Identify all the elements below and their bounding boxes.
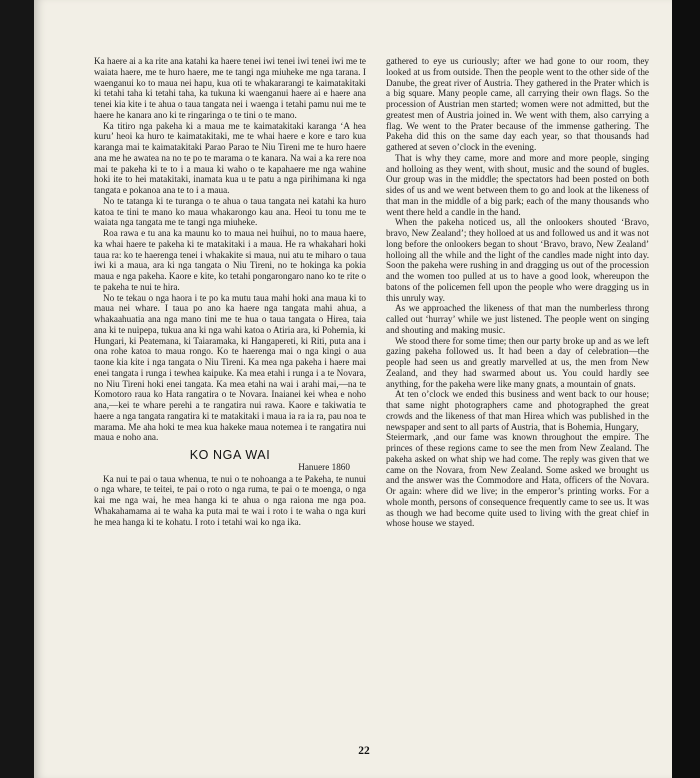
english-paragraph: gathered to eye us curiously; after we had gone to our room, they looked at us from outside. Then the people went to the other side of the Danube, the great river of Austria. They gathered in the Prater which is a big square. Many people came, all carrying their own flags. So the procession of Austrian men started; women were not admitted, but the greatest men of Austria joined in. We went with them, also carrying a flag. We went to the Prater because of the immense gathering. The Pakeha did this on the same day each year, so that thousands had gathered at seven o’clock in the evening.	[386, 56, 649, 152]
scan-border-right	[672, 0, 700, 778]
maori-text-column	[94, 56, 366, 527]
english-paragraph: As we approached the likeness of that man the numberless throng called out ‘hurray’ while we just listened. The people went on singing and shouting and making music.	[386, 303, 649, 335]
english-paragraph: That is why they came, more and more and more people, singing and holloing as they went, with shout, music and the sound of bugles. Our group was in the middle; the spectators had been posted on both sides of us and we went between them to go and look at the likeness of that man in the middle of a big park; each of the many thousands who went there held a candle in the hand.	[386, 152, 649, 217]
book-page	[34, 0, 672, 778]
page-number: 22	[358, 745, 370, 757]
maori-paragraph: No te tatanga ki te turanga o te ahua o taua tangata nei katahi ka huro katoa te tini te mano ko maua whakarongo kau ana. Heoi tu tonu me te waiata nga tangata me te tangi nga miuheke.	[94, 195, 366, 228]
english-paragraph: When the pakeha noticed us, all the onlookers shouted ‘Bravo, bravo, New Zealand’; they holloed at us and followed us and it was not long before the onlookers began to shout ‘Bravo, bravo, New Zealand’ holloing all the while and the light of the candles made night into day. Soon the pakeha were rushing in and dragging us out of the procession and the women too pulled at us to have a good look, whereupon the batons of the policemen fell upon the people who were dragging us in this unruly way.	[386, 217, 649, 303]
maori-paragraph: Roa rawa e tu ana ka maunu ko to maua nei huihui, no to maua haere, ka whai haere te pakeha ki te matakitaki i a maua. He ra whakahari hoki taua ra: ko te haerenga tenei i whakakite si maua, nui atu te miharo o taua iwi ki a maua, ara ki nga tangata o Niu Tireni, no te hokinga ka pokia maua e nga pakeha. Kaore e kite, ko tetahi pongarongaro nano ko te rite o te pakeha te nui te hira.	[94, 228, 366, 292]
dateline: Hanuere 1860	[298, 461, 350, 472]
maori-paragraph: Ka nui te pai o taua whenua, te nui o te nohoanga a te Pakeha, te nunui o nga whare, te teitei, te pai o roto o nga ruma, te pai o te moenga, o nga kai me nga wai, he mea hanga ki te ahua o nga raiona me nga poa. Whakahamama ai te waha ka puta mai te wai i roto i te waha o nga kuri he mea hanga ki te kohatu. I roto i tetahi wai ko nga ika.	[94, 473, 366, 527]
section-heading: KO NGA WAI	[189, 448, 271, 462]
english-paragraph: We stood there for some time; then our party broke up and as we left gazing pakeha followed us. It had been a day of celebration—the people had seen us and greatly marvelled at us, the men from New Zealand, and they had swarmed about us. You could hardly see anything, for the pakeha were like many gnats, a mountain of gnats.	[386, 335, 649, 389]
english-text-column	[386, 56, 649, 529]
english-paragraph: Steiermark, ,and our fame was known throughout the empire. The princes of these regions came to see the men from New Zealand. The pakeha asked on what ship we had come. The reply was given that we came on the Novara, from New Zealand. Some asked we brought us and the answer was the Commodore and Hata, officers of the Novara. Or again: where did we live; in the emperor’s printing works. For a whole month, persons of consequence frequently came to see us. It was as though we had become quite used to living with the great chief in whose house we stayed.	[386, 432, 649, 529]
english-paragraph: At ten o’clock we ended this business and went back to our house; that same night photographers came and photographed the great crowds and the likeness of that man Hirea which was published in the newspaper and sent to all parts of Austria, that is Bohemia, Hungary,	[386, 389, 649, 432]
maori-paragraph: Ka titiro nga pakeha ki a maua me te kaimatakitaki karanga ‘A hea kuru’ heoi ka huro te kaimatakitaki, me te whai haere e kore e taro kua karanga mai te kaimatakitaki Parao Parao te Niu Tireni me te huro haere ana me he awatea na no te po te marama o te kanara. Na wai a ka rere noa mai te pakeha ki te to i a maua ki waho o te kapahaere me nga wahine hoki ite to hei matakitaki, inamata kua u te patu a nga pirihimana ki nga tangata e pokanoa ana te to i a maua.	[94, 120, 366, 195]
maori-paragraph: Ka haere ai a ka rite ana katahi ka haere tenei iwi tenei iwi tenei iwi me te waiata haere, me te huro haere, me te tangi nga miuheke me nga tarana. I waenganui ko to maua nei hapu, kua oti te whakararangi te kaimatakitaki ki tetahi taha ki tetahi taha, ka tukuna ki waenganui haere ai e haere ana tenei kia kite i te ahua o taua tangata nei i waenga i tetahi pamu nui me te haere he kanara ano ki te ringaringa o te tini o te mano.	[94, 56, 366, 120]
maori-paragraph: No te tekau o nga haora i te po ka mutu taua mahi hoki ana maua ki to maua nei whare. I taua po ano ka haere nga tangata mahi ahua, a whakaahuatia ana nga mano tini me te hua o taua tangata o Hirea, taia ana ki te nuipepa, tukua ana ki nga wahi katoa o Atiria ara, ki Pohemia, ki Hungari, ki Peatemana, ki Taiaramaka, ki Hangapereti, ki Riti, puta ana i ona rohe katoa to maua rongo. Ko te haerenga mai o nga kingi o aua taone kia kite i nga tangata o Niu Tireni. Ka mea nga pakeha i haere mai enei tangata i runga i tewhea kaipuke. Ka mea etahi i runga i a te Novara, no Niu Tireni hoki enei tangata. Ka mea etahi na wai i arahi mai,—na te Komotoro raua ko Hata rangatira o te Novara. Inaianei kei whea e noho ana,—kei te whare perehi a te rangatira nui rawa. Kaore e takiwatia te haere a nga tangata rangatira ki te matakitaki i maua ia ra ia ra, pau noa te marama. Me aha hoki te mea kua hakeke maua notemea i te rangatira nui maua e noho ana.	[94, 292, 366, 443]
scan-border-left	[0, 0, 34, 778]
